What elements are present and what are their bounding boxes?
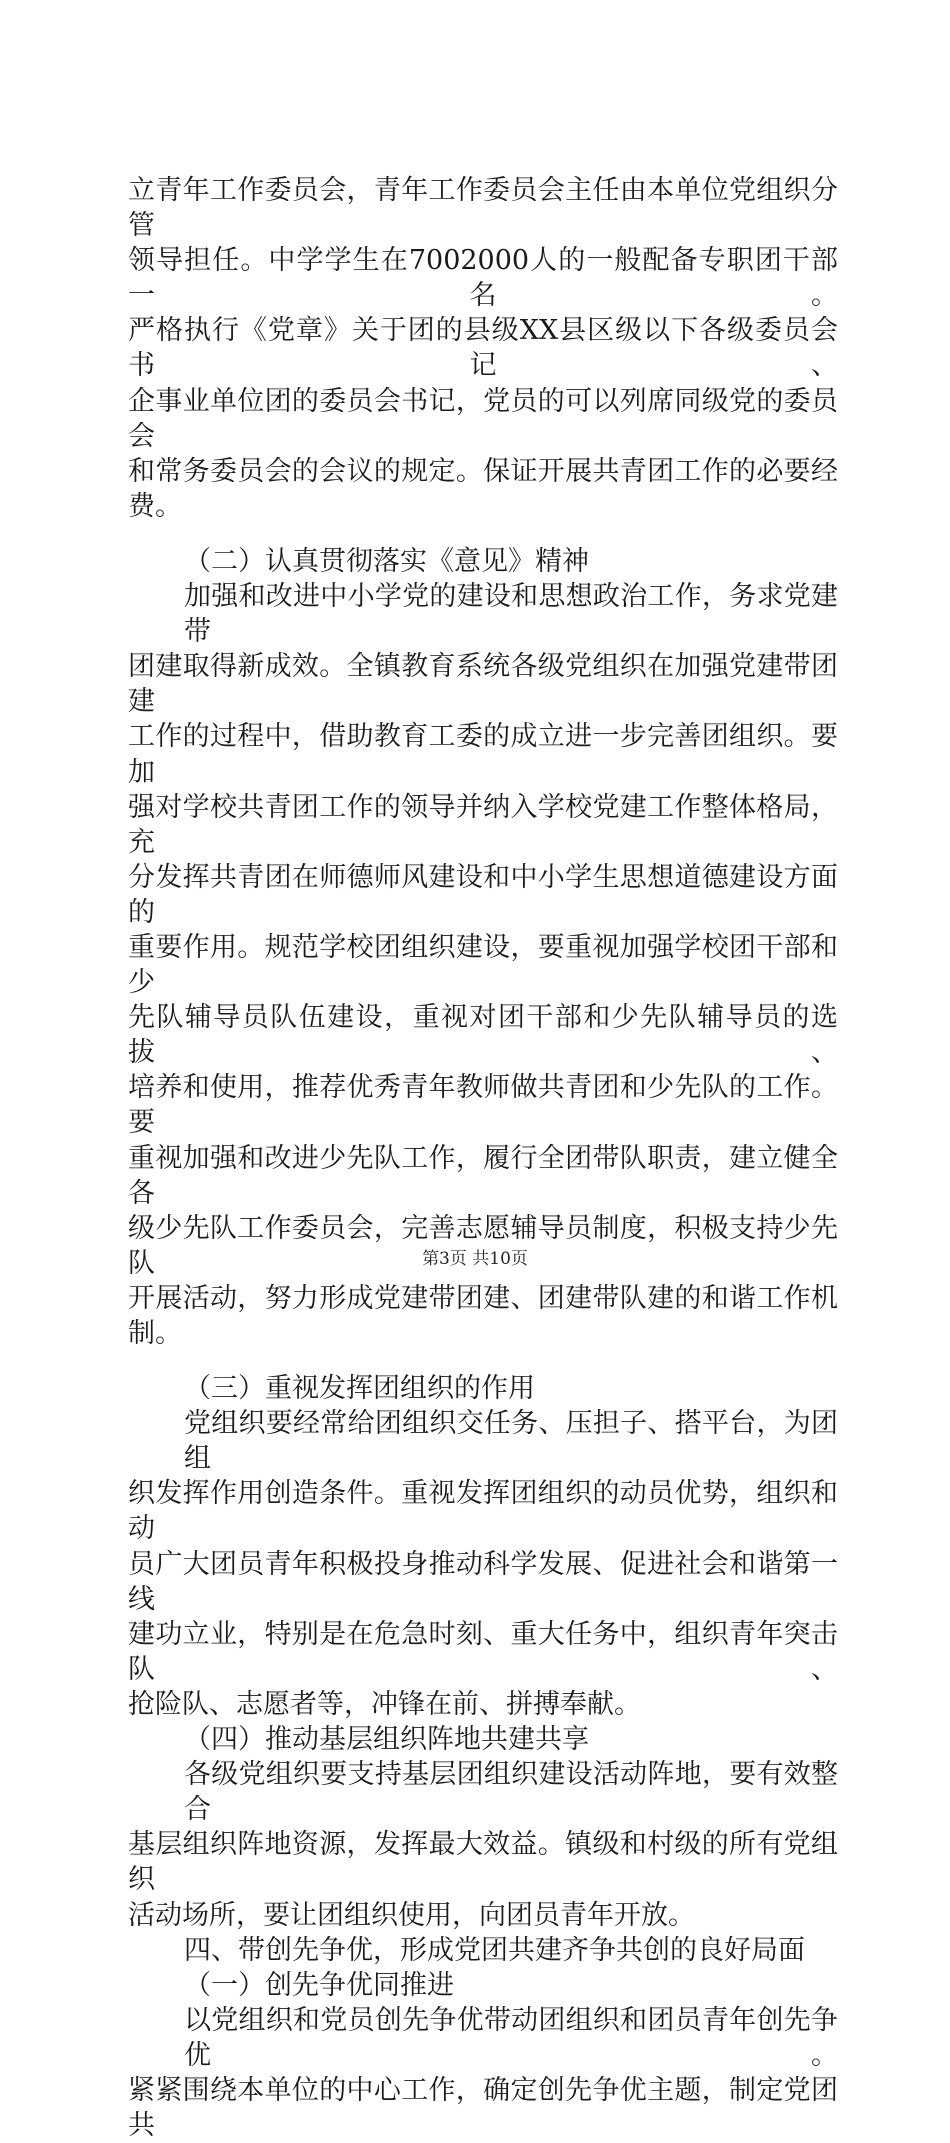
text-line: 工作的过程中，借助教育工委的成立进一步完善团组织。要加 bbox=[128, 721, 838, 788]
text-line: 团建取得新成效。全镇教育系统各级党组织在加强党建带团建 bbox=[128, 651, 838, 718]
text-line: 培养和使用，推荐优秀青年教师做共青团和少先队的工作。要 bbox=[128, 1072, 838, 1139]
text-line: 抢险队、志愿者等，冲锋在前、拼搏奉献。 bbox=[128, 1688, 641, 1720]
text-line: 强对学校共青团工作的领导并纳入学校党建工作整体格局，充 bbox=[128, 791, 838, 858]
text-line: 级少先队工作委员会，完善志愿辅导员制度，积极支持少先队 bbox=[128, 1212, 838, 1279]
text-line: 活动场所，要让团组织使用，向团员青年开放。 bbox=[128, 1899, 695, 1931]
text-line: 领导担任。中学学生在7002000人的一般配备专职团干部一名。 bbox=[128, 245, 838, 312]
text-line: 建功立业，特别是在危急时刻、重大任务中，组织青年突击队、 bbox=[128, 1618, 838, 1685]
text-line: 基层组织阵地资源，发挥最大效益。镇级和村级的所有党组织 bbox=[128, 1829, 838, 1896]
text-line: 重视加强和改进少先队工作，履行全团带队职责，建立健全各 bbox=[128, 1142, 838, 1209]
text-line: 和常务委员会的会议的规定。保证开展共青团工作的必要经费。 bbox=[128, 455, 838, 522]
text-line: （四）推动基层组织阵地共建共享 bbox=[184, 1724, 589, 1756]
text-line: 织发挥作用创造条件。重视发挥团组织的动员优势，组织和动 bbox=[128, 1478, 838, 1545]
text-line: 四、带创先争优，形成党团共建齐争共创的良好局面 bbox=[184, 1934, 805, 1966]
text-line: 立青年工作委员会，青年工作委员会主任由本单位党组织分管 bbox=[128, 175, 838, 242]
text-line: 严格执行《党章》关于团的县级XX县区级以下各级委员会书记、 bbox=[128, 315, 838, 382]
text-line: 加强和改进中小学党的建设和思想政治工作，务求党建带 bbox=[184, 581, 838, 648]
text-line: （三）重视发挥团组织的作用 bbox=[184, 1373, 535, 1405]
text-line: 重要作用。规范学校团组织建设，要重视加强学校团干部和少 bbox=[128, 931, 838, 999]
text-line: 员广大团员青年积极投身推动科学发展、促进社会和谐第一线 bbox=[128, 1548, 838, 1615]
text-line: 分发挥共青团在师德师风建设和中小学生思想道德建设方面的 bbox=[128, 861, 838, 928]
page-footer: 第3页 共10页 bbox=[422, 1249, 528, 1269]
text-line: 企事业单位团的委员会书记，党员的可以列席同级党的委员会 bbox=[128, 385, 838, 452]
text-line: （二）认真贯彻落实《意见》精神 bbox=[184, 545, 589, 577]
document-body bbox=[128, 173, 838, 2143]
text-line: 各级党组织要支持基层团组织建设活动阵地，要有效整合 bbox=[184, 1759, 838, 1826]
text-line: 开展活动，努力形成党建带团建、团建带队建的和谐工作机制。 bbox=[128, 1282, 838, 1349]
text-line: 先队辅导员队伍建设，重视对团干部和少先队辅导员的选拔、 bbox=[128, 1002, 838, 1069]
text-line: 以党组织和党员创先争优带动团组织和团员青年创先争优。 bbox=[184, 2004, 838, 2071]
text-line: （一）创先争优同推进 bbox=[184, 1969, 454, 2001]
text-line: 党组织要经常给团组织交任务、压担子、搭平台，为团组 bbox=[184, 1408, 838, 1475]
text-line: 紧紧围绕本单位的中心工作，确定创先争优主题，制定党团共 bbox=[128, 2074, 838, 2142]
